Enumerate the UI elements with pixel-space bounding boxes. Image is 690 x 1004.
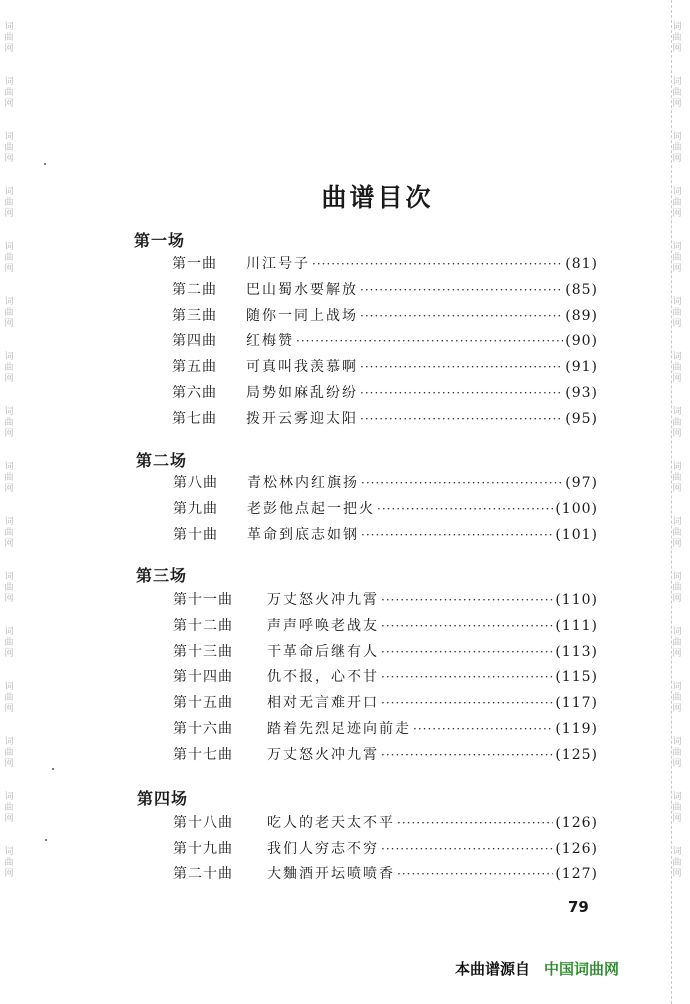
watermark-group [672, 627, 681, 660]
watermark-char: 网 [4, 484, 14, 494]
dot-leader [381, 842, 553, 856]
watermark-group [4, 77, 13, 110]
entry-title: 红梅赞 [246, 333, 294, 349]
watermark-char: 网 [672, 99, 682, 109]
watermark-char: 曲 [672, 198, 682, 208]
dot-leader [360, 412, 563, 426]
entry-number: 第十九曲 [173, 841, 233, 857]
left-margin-watermark [2, 0, 16, 1004]
watermark-group [4, 242, 13, 275]
entry-page: (81) [565, 256, 598, 272]
watermark-char: 词 [4, 792, 14, 802]
toc-entry[interactable] [173, 692, 598, 714]
watermark-char: 曲 [672, 33, 682, 43]
dot-leader [360, 386, 563, 400]
toc-entry[interactable] [173, 666, 598, 688]
dot-leader [381, 696, 553, 710]
entry-number: 第十八曲 [173, 815, 233, 831]
watermark-char: 网 [4, 209, 14, 219]
toc-entry[interactable] [172, 279, 598, 301]
toc-entry[interactable] [173, 472, 598, 494]
watermark-char: 词 [672, 242, 682, 252]
watermark-group [4, 407, 13, 440]
entry-title: 可真叫我羡慕啊 [246, 359, 358, 375]
entry-title: 相对无言难开口 [267, 695, 379, 711]
entry-title: 声声呼唤老战友 [267, 618, 379, 634]
watermark-group [672, 682, 681, 715]
entry-page: (90) [565, 333, 598, 349]
watermark-char: 词 [672, 77, 682, 87]
watermark-char: 曲 [672, 143, 682, 153]
entry-number: 第十一曲 [173, 592, 233, 608]
entry-number: 第十七曲 [173, 747, 233, 763]
watermark-group [672, 22, 681, 55]
watermark-char: 词 [672, 462, 682, 472]
watermark-char: 曲 [672, 638, 682, 648]
watermark-char: 网 [4, 539, 14, 549]
watermark-group [672, 517, 681, 550]
watermark-char: 词 [672, 847, 682, 857]
watermark-char: 曲 [4, 858, 14, 868]
watermark-group [4, 682, 13, 715]
watermark-char: 网 [672, 264, 682, 274]
watermark-group [672, 77, 681, 110]
watermark-char: 词 [4, 407, 14, 417]
watermark-char: 词 [672, 352, 682, 362]
dot-leader [360, 309, 563, 323]
watermark-char: 网 [672, 814, 682, 824]
watermark-char: 词 [4, 572, 14, 582]
watermark-char: 网 [4, 99, 14, 109]
entry-title: 巴山蜀水要解放 [246, 282, 358, 298]
entry-number: 第十六曲 [173, 721, 233, 737]
toc-entry[interactable] [172, 382, 598, 404]
watermark-char: 网 [4, 319, 14, 329]
watermark-char: 曲 [672, 363, 682, 373]
toc-entry[interactable] [173, 718, 598, 740]
watermark-char: 词 [672, 627, 682, 637]
toc-entry[interactable] [173, 838, 598, 860]
watermark-char: 网 [4, 869, 14, 879]
entry-number: 第六曲 [172, 385, 217, 401]
watermark-char: 曲 [4, 308, 14, 318]
scan-speck [45, 839, 47, 841]
watermark-char: 网 [672, 44, 682, 54]
entry-page: (85) [565, 282, 598, 298]
entry-page: (89) [565, 308, 598, 324]
watermark-char: 曲 [672, 308, 682, 318]
entry-title: 我们人穷志不穷 [267, 841, 379, 857]
entry-title: 川江号子 [246, 256, 310, 272]
right-margin-watermark [670, 0, 684, 1004]
section-heading: 第二场 [136, 451, 188, 470]
watermark-group [672, 572, 681, 605]
entry-number: 第二十曲 [173, 866, 233, 882]
entry-page: (93) [565, 385, 598, 401]
watermark-char: 词 [4, 352, 14, 362]
watermark-group [4, 297, 13, 330]
watermark-char: 曲 [4, 198, 14, 208]
toc-entry[interactable] [173, 812, 598, 834]
watermark-char: 曲 [4, 528, 14, 538]
section-heading: 第四场 [137, 789, 189, 808]
entry-number: 第十曲 [173, 527, 218, 543]
watermark-char: 曲 [4, 88, 14, 98]
entry-title: 随你一同上战场 [246, 308, 358, 324]
entry-page: (91) [565, 359, 598, 375]
entry-number: 第四曲 [172, 333, 217, 349]
watermark-group [4, 517, 13, 550]
entry-title: 干革命后继有人 [267, 644, 379, 660]
watermark-char: 词 [672, 132, 682, 142]
entry-number: 第五曲 [172, 359, 217, 375]
watermark-char: 网 [672, 704, 682, 714]
watermark-char: 词 [672, 792, 682, 802]
site-name-link[interactable]: 中国词曲网 [544, 960, 620, 978]
watermark-char: 词 [4, 847, 14, 857]
entry-title: 万丈怒火冲九霄 [267, 747, 379, 763]
watermark-char: 词 [672, 22, 682, 32]
entry-page: (115) [555, 669, 598, 685]
watermark-char: 网 [4, 374, 14, 384]
watermark-char: 词 [4, 627, 14, 637]
entry-title: 吃人的老天太不平 [267, 815, 395, 831]
watermark-char: 曲 [672, 803, 682, 813]
watermark-char: 曲 [672, 88, 682, 98]
watermark-char: 网 [672, 594, 682, 604]
watermark-char: 词 [672, 682, 682, 692]
entry-page: (119) [555, 721, 598, 737]
watermark-char: 曲 [4, 143, 14, 153]
watermark-group [672, 462, 681, 495]
toc-entry[interactable] [172, 408, 598, 430]
watermark-group [4, 792, 13, 825]
watermark-char: 网 [672, 869, 682, 879]
watermark-char: 网 [672, 374, 682, 384]
watermark-char: 曲 [4, 638, 14, 648]
dot-leader [381, 748, 553, 762]
entry-page: (126) [555, 815, 598, 831]
entry-title: 踏着先烈足迹向前走 [267, 721, 411, 737]
entry-title: 大麯酒开坛喷喷香 [267, 866, 395, 882]
watermark-char: 词 [672, 517, 682, 527]
entry-page: (101) [555, 527, 598, 543]
entry-number: 第二曲 [172, 282, 217, 298]
entry-number: 第十二曲 [173, 618, 233, 634]
watermark-char: 网 [672, 759, 682, 769]
watermark-char: 曲 [4, 803, 14, 813]
watermark-char: 曲 [672, 473, 682, 483]
watermark-char: 词 [4, 242, 14, 252]
watermark-char: 网 [672, 209, 682, 219]
watermark-char: 曲 [672, 748, 682, 758]
watermark-group [672, 407, 681, 440]
watermark-group [672, 242, 681, 275]
dot-leader [413, 722, 553, 736]
entry-number: 第十四曲 [173, 669, 233, 685]
watermark-char: 网 [4, 814, 14, 824]
watermark-char: 词 [672, 297, 682, 307]
entry-number: 第十五曲 [173, 695, 233, 711]
watermark-char: 曲 [4, 748, 14, 758]
dot-leader [296, 334, 563, 348]
dot-leader [360, 360, 563, 374]
watermark-char: 词 [4, 462, 14, 472]
entry-title: 局势如麻乱纷纷 [246, 385, 358, 401]
dot-leader [361, 528, 553, 542]
watermark-char: 网 [672, 649, 682, 659]
watermark-char: 词 [672, 572, 682, 582]
source-footer [455, 958, 619, 979]
dot-leader [361, 476, 563, 490]
dot-leader [381, 670, 553, 684]
watermark-char: 曲 [4, 363, 14, 373]
watermark-char: 网 [4, 594, 14, 604]
watermark-char: 词 [672, 737, 682, 747]
entry-page: (117) [555, 695, 598, 711]
entry-page: (125) [555, 747, 598, 763]
watermark-char: 网 [672, 539, 682, 549]
entry-number: 第十三曲 [173, 644, 233, 660]
watermark-char: 网 [672, 154, 682, 164]
watermark-char: 曲 [4, 418, 14, 428]
watermark-char: 网 [4, 704, 14, 714]
dot-leader [381, 619, 553, 633]
entry-page: (110) [555, 592, 598, 608]
watermark-group [672, 737, 681, 770]
watermark-group [672, 132, 681, 165]
toc-entry[interactable] [173, 863, 598, 885]
entry-page: (100) [555, 501, 598, 517]
entry-title: 青松林内红旗扬 [247, 475, 359, 491]
watermark-char: 曲 [4, 583, 14, 593]
watermark-char: 曲 [672, 528, 682, 538]
entry-page: (126) [555, 841, 598, 857]
watermark-char: 词 [4, 187, 14, 197]
watermark-char: 词 [4, 517, 14, 527]
page-title: 曲谱目次 [321, 183, 434, 212]
page-number: 79 [568, 898, 589, 916]
watermark-char: 词 [4, 682, 14, 692]
entry-title: 革命到底志如钢 [247, 527, 359, 543]
dot-leader [312, 257, 563, 271]
watermark-char: 词 [4, 297, 14, 307]
entry-number: 第九曲 [173, 501, 218, 517]
watermark-char: 曲 [672, 418, 682, 428]
watermark-char: 网 [4, 429, 14, 439]
watermark-char: 网 [4, 44, 14, 54]
watermark-char: 曲 [672, 693, 682, 703]
entry-number: 第八曲 [173, 475, 218, 491]
dot-leader [397, 816, 553, 830]
entry-page: (111) [555, 618, 598, 634]
watermark-char: 曲 [4, 253, 14, 263]
watermark-char: 网 [4, 264, 14, 274]
toc-entry[interactable] [173, 615, 598, 637]
toc-entry[interactable] [172, 330, 598, 352]
entry-number: 第七曲 [172, 411, 217, 427]
toc-entry[interactable] [172, 253, 598, 275]
watermark-group [4, 737, 13, 770]
source-label: 本曲谱源自 [455, 960, 531, 978]
watermark-group [672, 352, 681, 385]
entry-page: (95) [565, 411, 598, 427]
watermark-char: 词 [4, 77, 14, 87]
watermark-group [672, 297, 681, 330]
watermark-char: 词 [4, 22, 14, 32]
entry-title: 万丈怒火冲九霄 [267, 592, 379, 608]
watermark-group [4, 22, 13, 55]
watermark-char: 曲 [672, 858, 682, 868]
toc-entry[interactable] [172, 356, 598, 378]
watermark-char: 词 [672, 407, 682, 417]
watermark-char: 曲 [4, 473, 14, 483]
watermark-char: 网 [672, 484, 682, 494]
entry-title: 拨开云雾迎太阳 [246, 411, 358, 427]
watermark-char: 网 [672, 319, 682, 329]
watermark-char: 曲 [672, 253, 682, 263]
dot-leader [381, 645, 553, 659]
entry-number: 第三曲 [172, 308, 217, 324]
toc-entry[interactable] [173, 744, 598, 766]
toc-entry[interactable] [173, 498, 598, 520]
toc-entry[interactable] [173, 524, 598, 546]
entry-title: 老彭他点起一把火 [247, 501, 375, 517]
watermark-char: 网 [672, 429, 682, 439]
watermark-group [4, 462, 13, 495]
entry-page: (97) [565, 475, 598, 491]
scan-speck [44, 163, 46, 165]
entry-page: (113) [555, 644, 598, 660]
dot-leader [397, 867, 553, 881]
watermark-char: 词 [4, 132, 14, 142]
watermark-char: 网 [4, 154, 14, 164]
watermark-group [4, 627, 13, 660]
section-heading: 第一场 [134, 231, 186, 250]
dot-leader [381, 593, 553, 607]
entry-title: 仇不报，心不甘 [267, 669, 379, 685]
section-heading: 第三场 [136, 566, 188, 585]
watermark-char: 词 [4, 737, 14, 747]
watermark-group [672, 792, 681, 825]
dot-leader [377, 502, 553, 516]
entry-page: (127) [555, 866, 598, 882]
watermark-char: 曲 [4, 33, 14, 43]
watermark-char: 网 [4, 759, 14, 769]
watermark-group [4, 847, 13, 880]
watermark-char: 网 [4, 649, 14, 659]
watermark-char: 词 [672, 187, 682, 197]
watermark-group [672, 847, 681, 880]
toc-entry[interactable] [172, 305, 598, 327]
toc-entry[interactable] [173, 589, 598, 611]
entry-number: 第一曲 [172, 256, 217, 272]
watermark-char: 曲 [672, 583, 682, 593]
scan-speck [52, 768, 54, 770]
watermark-group [4, 572, 13, 605]
watermark-group [4, 132, 13, 165]
watermark-group [4, 352, 13, 385]
watermark-char: 曲 [4, 693, 14, 703]
dot-leader [360, 283, 563, 297]
toc-entry[interactable] [173, 641, 598, 663]
